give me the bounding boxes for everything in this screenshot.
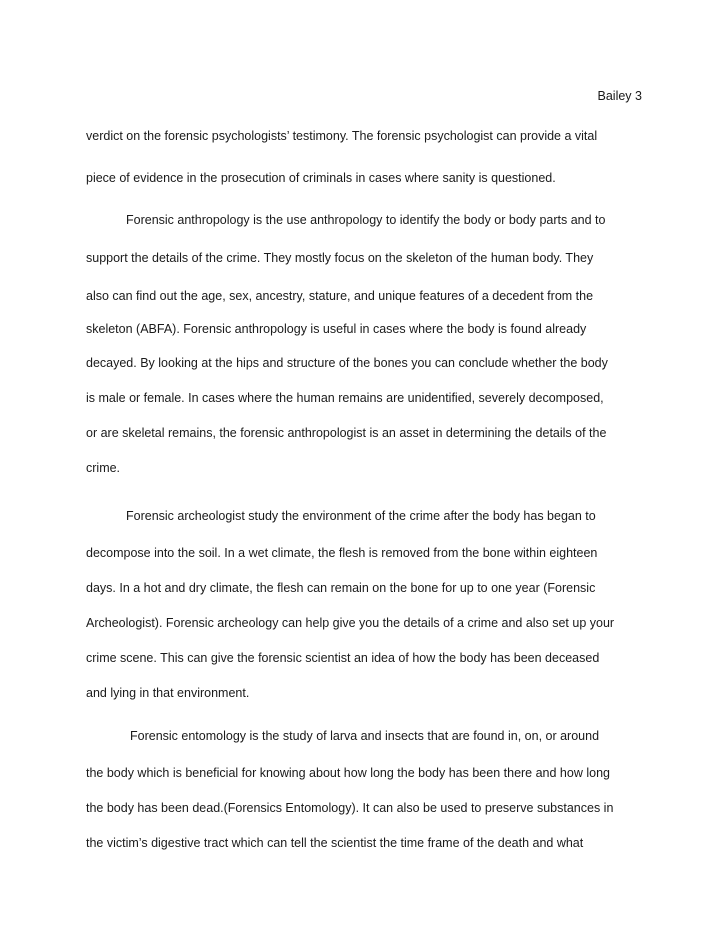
text-line: also can find out the age, sex, ancestry, stature, and unique features of a decedent from the <box>86 289 594 303</box>
text-line: is male or female. In cases where the human remains are unidentified, severely decomposed, <box>86 391 604 405</box>
text-line: the body which is beneficial for knowing about how long the body has been there and how long <box>86 766 610 780</box>
text-line: and lying in that environment. <box>86 686 250 700</box>
text-line: crime. <box>86 461 121 475</box>
paragraph-start-line: Forensic archeologist study the environment of the crime after the body has began to <box>126 509 596 523</box>
text-line: verdict on the forensic psychologists’ testimony. The forensic psychologist can provide a vital <box>86 129 598 143</box>
paragraph-start-line: Forensic entomology is the study of larva and insects that are found in, on, or around <box>130 729 600 743</box>
paragraph-start-line: Forensic anthropology is the use anthropology to identify the body or body parts and to <box>126 213 606 227</box>
text-line: support the details of the crime. They mostly focus on the skeleton of the human body. They <box>86 251 594 265</box>
text-line: skeleton (ABFA). Forensic anthropology is useful in cases where the body is found already <box>86 322 587 336</box>
text-line: crime scene. This can give the forensic scientist an idea of how the body has been deceased <box>86 651 600 665</box>
text-line: piece of evidence in the prosecution of criminals in cases where sanity is questioned. <box>86 171 556 185</box>
text-line: the victim’s digestive tract which can tell the scientist the time frame of the death and what <box>86 836 584 850</box>
text-line: decayed. By looking at the hips and structure of the bones you can conclude whether the body <box>86 356 608 370</box>
text-line: decompose into the soil. In a wet climate, the flesh is removed from the bone within eighteen <box>86 546 598 560</box>
text-line: the body has been dead.(Forensics Entomology). It can also be used to preserve substances in <box>86 801 614 815</box>
text-line: Archeologist). Forensic archeology can help give you the details of a crime and also set up your <box>86 616 615 630</box>
text-line: or are skeletal remains, the forensic anthropologist is an asset in determining the details of the <box>86 426 607 440</box>
page-header: Bailey 3 <box>597 89 642 103</box>
text-line: days. In a hot and dry climate, the flesh can remain on the bone for up to one year (Forensic <box>86 581 596 595</box>
